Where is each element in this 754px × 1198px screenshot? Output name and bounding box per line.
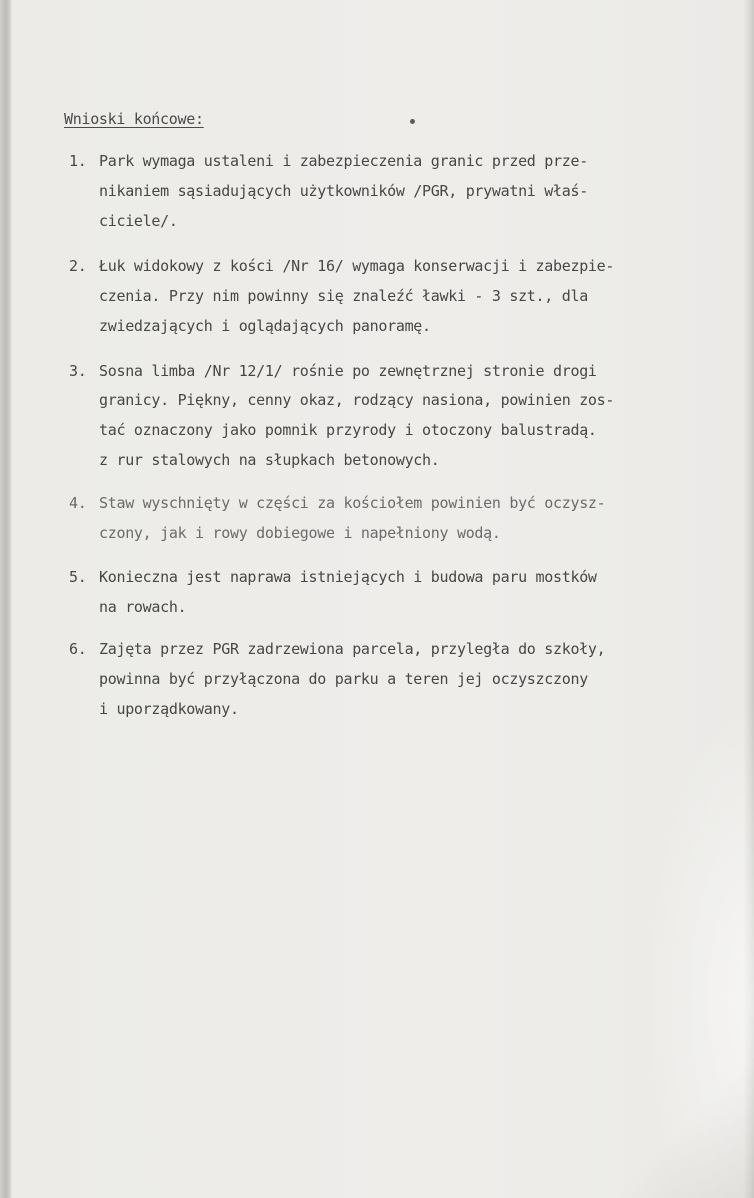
- item-number: 6.: [69, 640, 87, 658]
- paper-left-edge: [0, 0, 11, 1198]
- item-number: 4.: [69, 494, 87, 512]
- item-number: 3.: [69, 362, 87, 380]
- item-line: powinna być przyłączona do parku a teren jej oczyszczony: [99, 670, 588, 688]
- item-line: Zajęta przez PGR zadrzewiona parcela, przyległa do szkoły,: [99, 640, 606, 658]
- item-line: nikaniem sąsiadujących użytkowników /PGR, prywatni właś-: [99, 182, 588, 200]
- item-line: Konieczna jest naprawa istniejących i budowa paru mostków: [99, 568, 597, 586]
- item-line: granicy. Piękny, cenny okaz, rodzący nasiona, powinien zos-: [99, 391, 615, 409]
- item-line: Łuk widokowy z kości /Nr 16/ wymaga konserwacji i zabezpie-: [99, 257, 615, 275]
- item-line: czony, jak i rowy dobiegowe i napełniony wodą.: [99, 524, 501, 542]
- item-line: z rur stalowych na słupkach betonowych.: [99, 451, 440, 469]
- item-number: 2.: [69, 257, 87, 275]
- item-line: na rowach.: [99, 598, 187, 616]
- document-heading: Wnioski końcowe:: [64, 110, 204, 128]
- item-line: tać oznaczony jako pomnik przyrody i otoczony balustradą.: [99, 421, 597, 439]
- paper-corner-shadow: [574, 1058, 754, 1198]
- ink-speck: [410, 119, 415, 124]
- item-number: 1.: [69, 152, 87, 170]
- item-line: czenia. Przy nim powinny się znaleźć ławki - 3 szt., dla: [99, 287, 588, 305]
- item-number: 5.: [69, 568, 87, 586]
- item-line: i uporządkowany.: [99, 700, 239, 718]
- item-line: Staw wyschnięty w części za kościołem powinien być oczysz-: [99, 494, 606, 512]
- item-line: zwiedzających i oglądających panoramę.: [99, 317, 431, 335]
- item-line: Sosna limba /Nr 12/1/ rośnie po zewnętrznej stronie drogi: [99, 362, 597, 380]
- item-line: Park wymaga ustaleni i zabezpieczenia granic przed prze-: [99, 152, 588, 170]
- item-line: ciciele/.: [99, 212, 178, 230]
